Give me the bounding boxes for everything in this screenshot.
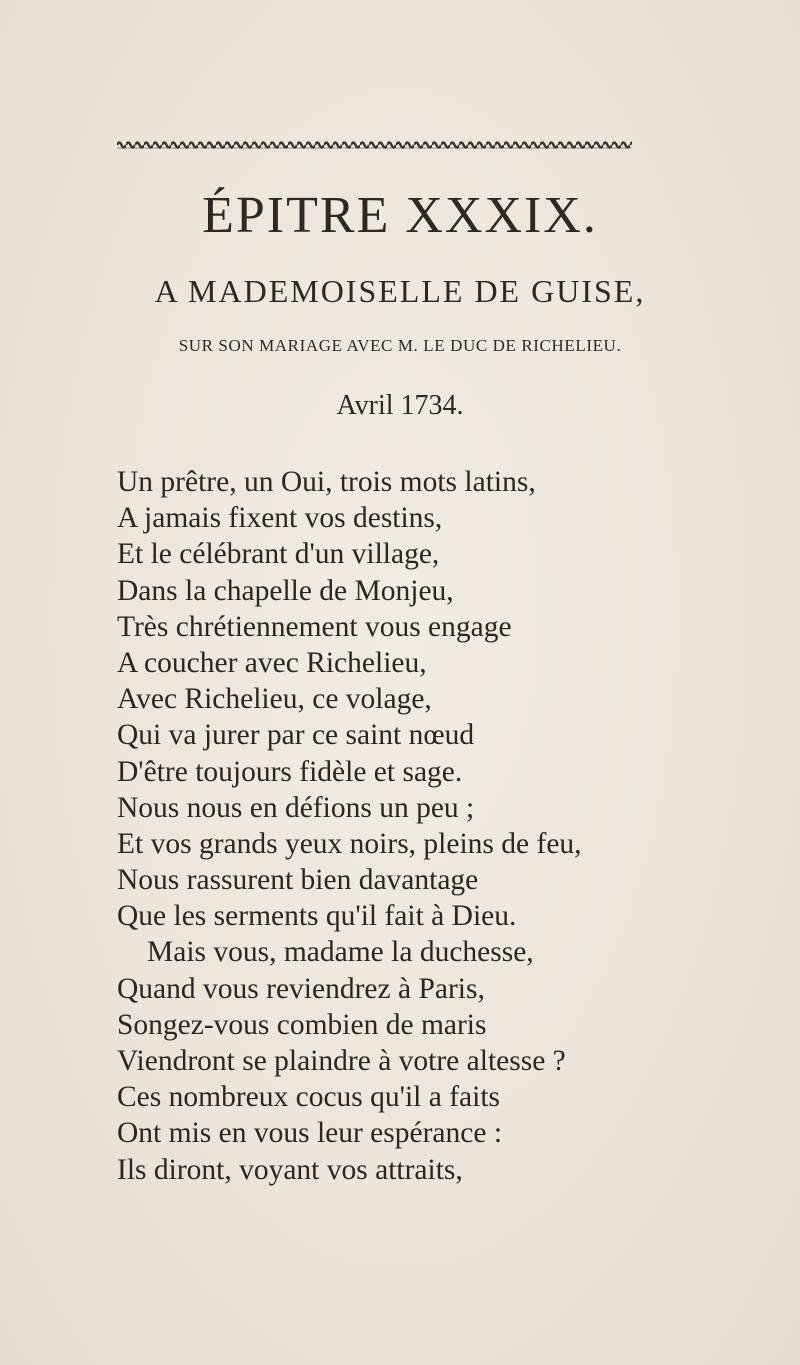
poem-line: Ont mis en vous leur espérance : [117,1117,503,1150]
poem-line: D'être toujours fidèle et sage. [117,755,463,788]
poem-line: Que les serments qu'il fait à Dieu. [117,900,517,933]
date-line: Avril 1734. [336,390,464,421]
poem-line: Et vos grands yeux noirs, pleins de feu, [117,827,582,860]
poem-line: Nous rassurent bien davantage [117,864,479,897]
poem-line: Ils diront, voyant vos attraits, [117,1153,463,1186]
poem-line: Quand vous reviendrez à Paris, [117,972,485,1005]
poem-line: Ces nombreux cocus qu'il a faits [117,1081,500,1114]
poem-line: Un prêtre, un Oui, trois mots latins, [117,466,536,498]
decorative-rule [117,139,632,151]
poem-body [117,464,757,1188]
subtitle: SUR SON MARIAGE AVEC M. LE DUC DE RICHELIEU. [178,336,622,355]
epistle-title: ÉPITRE XXXIX. [202,187,598,244]
poem-line: Et le célébrant d'un village, [117,538,440,571]
poem-line: A jamais fixent vos destins, [117,502,443,535]
poem-line: Songez-vous combien de maris [117,1008,487,1041]
poem-line: Très chrétiennement vous engage [117,610,512,643]
poem-line: Qui va jurer par ce saint nœud [117,719,475,752]
poem-line: Viendront se plaindre à votre altesse ? [117,1045,566,1077]
poem-line: Dans la chapelle de Monjeu, [117,574,454,607]
dedication-heading: A MADEMOISELLE DE GUISE, [154,273,646,309]
poem-line: Mais vous, madame la duchesse, [147,936,534,969]
poem-line: Avec Richelieu, ce volage, [117,683,432,716]
poem-line: A coucher avec Richelieu, [117,646,427,679]
poem-line: Nous nous en défions un peu ; [117,791,475,824]
